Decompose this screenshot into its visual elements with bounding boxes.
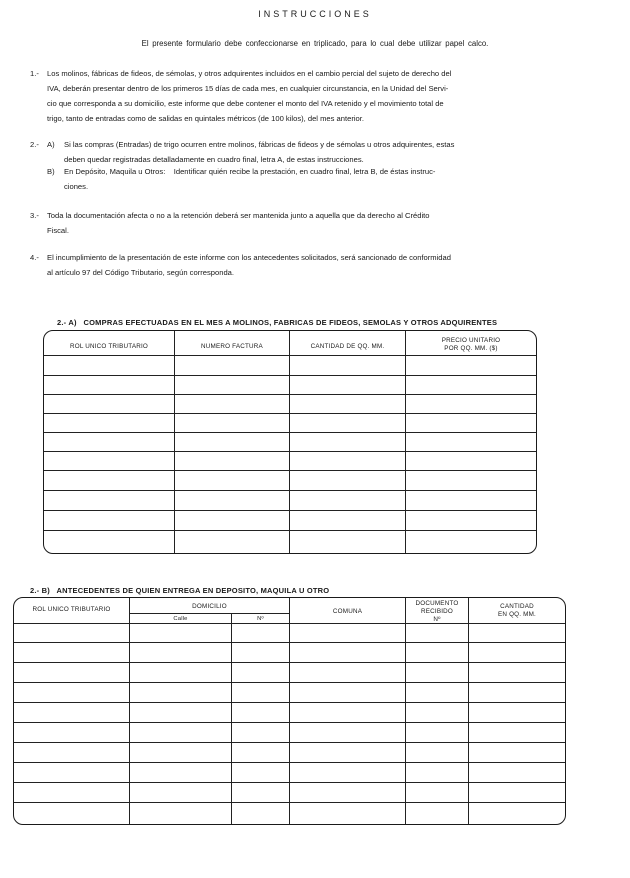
header-rut: ROL UNICO TRIBUTARIO xyxy=(32,606,111,613)
table-row xyxy=(44,355,536,356)
header-cantidad: CANTIDAD DE QQ. MM. xyxy=(310,343,385,350)
section-b-title: 2.- B) ANTECEDENTES DE QUIEN ENTREGA EN DEPOSITO, MAQUILA U OTRO xyxy=(30,586,330,595)
table-row xyxy=(44,470,536,471)
header-domicilio: DOMICILIO xyxy=(192,603,227,610)
header-documento-recibido: DOCUMENTO RECIBIDO Nº xyxy=(415,600,459,623)
table-row xyxy=(44,413,536,414)
header-calle: Calle xyxy=(173,616,188,622)
table-row xyxy=(44,490,536,491)
text-line: El incumplimiento de la presentación de este informe con los antecedentes solicitados, será sancionado de conformidad xyxy=(47,253,451,262)
table-row xyxy=(14,762,565,763)
text-line: trigo, tanto de entradas como de salidas en quintales métricos (de 100 kilos), del mes anterior. xyxy=(47,114,364,123)
table-row xyxy=(14,682,565,683)
text-line: deben quedar registradas detalladamente en cuadro final, letra A, de estas instrucciones. xyxy=(64,155,364,164)
table-row xyxy=(14,722,565,723)
table-row xyxy=(14,623,565,624)
text-line: Toda la documentación afecta o no a la retención deberá ser mantenida junto a aquella que da derecho al Crédito xyxy=(47,211,430,220)
text-line: cio que corresponda a su domicilio, este informe que debe contener el monto del IVA retenido y el movimiento total de xyxy=(47,99,444,108)
table-row xyxy=(44,375,536,376)
instruction-1-number: 1.- xyxy=(30,69,39,78)
table-row xyxy=(44,510,536,511)
instruction-1-text xyxy=(47,66,595,126)
page-title: INSTRUCCIONES xyxy=(258,9,372,19)
instruction-2a-text xyxy=(64,137,604,167)
instruction-4-text xyxy=(47,250,595,280)
section-a-table xyxy=(43,330,537,554)
header-rut: ROL UNICO TRIBUTARIO xyxy=(69,343,149,350)
column-divider xyxy=(468,598,469,824)
domicilio-subheader-divider xyxy=(129,613,289,614)
header-cantidad: CANTIDAD EN QQ. MM. xyxy=(497,603,537,618)
column-divider xyxy=(231,614,232,824)
text-line: En Depósito, Maquila u Otros: Identificar quién recibe la prestación, en cuadro final, letra B, de éstas instruc- xyxy=(64,167,436,176)
column-divider xyxy=(289,331,290,553)
header-comuna: COMUNA xyxy=(332,608,363,615)
text-line: IVA, deberán presentar dentro de los primeros 15 días de cada mes, en cualquier circunstancia, en la Unidad del Servi- xyxy=(47,84,449,93)
section-a-title: 2.- A) COMPRAS EFECTUADAS EN EL MES A MOLINOS, FABRICAS DE FIDEOS, SEMOLAS Y OTROS ADQUIRENTES xyxy=(57,318,498,327)
table-row xyxy=(14,802,565,803)
intro-text: El presente formulario debe confeccionarse en triplicado, para lo cual debe utilizar papel calco. xyxy=(141,39,489,48)
text-line: Si las compras (Entradas) de trigo ocurren entre molinos, fábricas de fideos y de sémolas u otros adquirentes, estas xyxy=(64,140,455,149)
text-line: Los molinos, fábricas de fideos, de sémolas, y otros adquirentes incluidos en el cambio percial del sujeto de derecho del xyxy=(47,69,452,78)
instruction-3-number: 3.- xyxy=(30,211,39,220)
table-row xyxy=(44,394,536,395)
header-precio-unitario: PRECIO UNITARIO POR QQ. MM. ($) xyxy=(441,337,501,352)
table-row xyxy=(14,782,565,783)
table-row xyxy=(14,662,565,663)
table-row xyxy=(44,432,536,433)
instruction-4-number: 4.- xyxy=(30,253,39,262)
instruction-2b-letter: B) xyxy=(47,167,55,176)
column-divider xyxy=(289,598,290,824)
column-divider xyxy=(405,598,406,824)
column-divider xyxy=(174,331,175,553)
text-line: al artículo 97 del Código Tributario, según corresponda. xyxy=(47,268,235,277)
table-row xyxy=(44,530,536,531)
instruction-2a-letter: A) xyxy=(47,140,55,149)
column-divider xyxy=(405,331,406,553)
header-numero-factura: NUMERO FACTURA xyxy=(201,343,263,350)
header-numero: Nº xyxy=(257,616,264,622)
instruction-2-number: 2.- xyxy=(30,140,39,149)
table-row xyxy=(14,642,565,643)
instruction-2b-text xyxy=(64,164,604,194)
text-line: Fiscal. xyxy=(47,226,69,235)
table-row xyxy=(44,451,536,452)
instruction-3-text xyxy=(47,208,595,238)
table-row xyxy=(14,742,565,743)
table-row xyxy=(14,702,565,703)
text-line: ciones. xyxy=(64,182,89,191)
column-divider xyxy=(129,598,130,824)
